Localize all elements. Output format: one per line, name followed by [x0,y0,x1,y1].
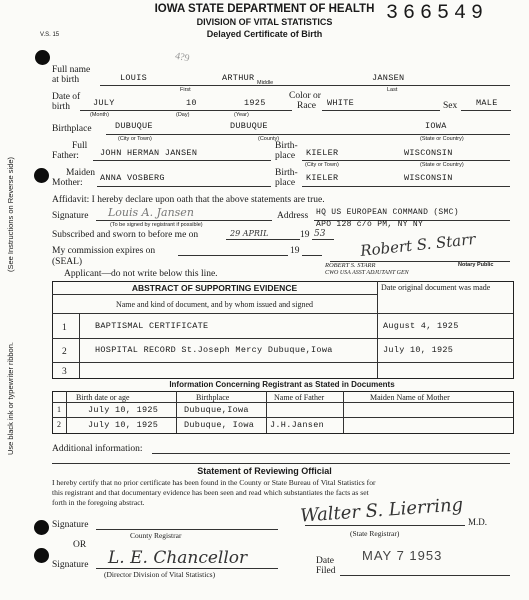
additional-info-label: Additional information: [52,444,143,454]
birthplace-city: DUBUQUE [115,121,153,131]
full-name-label: Full name [52,65,91,75]
father-place-label: place [275,151,296,161]
father-state-sub: (State or Country) [420,162,464,168]
info-header-mother: Maiden Name of Mother [370,393,450,402]
signed-by-registrant-note: (To be signed by registrant if possible) [110,222,203,228]
director-label: (Director Division of Vital Statistics) [104,570,216,579]
director-signature-label: Signature [52,560,89,570]
notary-title: CWO USA ASST ADJUTANT GEN [325,270,409,276]
director-signature: L. E. Chancellor [108,548,248,568]
birth-year: 1925 [244,98,266,108]
address-label: Address [277,211,309,221]
commission-19-label: 19 [290,246,300,256]
info-row-1-num: 1 [57,405,61,414]
father-birthplace-state: WISCONSIN [404,148,453,158]
info-header-date: Birth date or age [76,393,130,402]
middle-sub: Middle [257,80,274,86]
county-sub: (County) [258,136,280,142]
registrant-signature: Louis A. Jansen [108,206,194,219]
form-code: V.S. 15 [40,32,60,38]
mother-name: ANNA VOSBERG [100,173,165,183]
sex-label: Sex [443,101,458,111]
info-row-2-date: July 10, 1925 [88,420,159,430]
sworn-year: 53 [314,229,326,239]
notary-signature: Robert S. Starr [359,230,477,260]
evidence-row-2-doc: HOSPITAL RECORD St.Joseph Mercy Dubuque,Iowa [95,345,333,355]
md-label: M.D. [468,517,488,527]
year-sub: (Year) [234,112,249,118]
info-header-birthplace: Birthplace [196,393,230,402]
filed-date-stamp: MAY 7 1953 [362,548,443,563]
birthplace-state: IOWA [425,121,447,131]
review-text-3: forth in the foregoing abstract. [52,498,145,507]
birth-month: JULY [93,98,115,108]
punch-hole-middle [34,168,49,183]
city-sub: (City or Town) [118,136,152,142]
month-sub: (Month) [90,112,109,118]
state-sub: (State or Country) [420,136,464,142]
info-header-father: Name of Father [274,393,325,402]
evidence-col-doc: Name and kind of document, and by whom issued and signed [115,300,314,309]
review-text-1: I hereby certify that no prior certificate has been found in the County or State Bureau of Vital Statistics for [52,478,376,487]
mother-place-label: place [275,178,296,188]
corner-mark: 4?9 [174,50,191,65]
father-city-sub: (City or Town) [305,162,339,168]
side-note-instructions: (See Instructions on Reverse side) [6,156,15,272]
birth-label: birth [52,102,70,112]
mother-birthplace-state: WISCONSIN [404,173,453,183]
info-row-2-num: 2 [57,420,61,429]
affidavit-text: Affidavit: I hereby declare upon oath that the above statements are true. [52,195,325,205]
evidence-row-1-doc: BAPTISMAL CERTIFICATE [95,321,209,331]
certificate-number: 366549 [386,2,489,25]
division-title: DIVISION OF VITAL STATISTICS [196,17,333,27]
notary-name: ROBERT S. STARR [325,262,376,269]
evidence-row-2-date: July 10, 1925 [383,345,454,355]
birth-day: 10 [186,98,197,108]
evidence-row-2-num: 2 [62,347,67,357]
or-label: OR [73,540,87,550]
color-or-label: Color or [289,91,321,101]
evidence-col-date: Date original document was made [381,283,491,292]
father-name: JOHN HERMAN JANSEN [100,148,198,158]
mother-birth-label: Birth- [275,168,298,178]
father-birthplace-city: KIELER [306,148,339,158]
sex-value: MALE [476,98,498,108]
mother-label: Mother: [52,178,83,188]
state-registrar-signature: Walter S. Lierring [299,494,464,527]
birthplace-county: DUBUQUE [230,121,268,131]
last-sub: Last [387,87,398,93]
birthplace-label: Birthplace [52,124,92,134]
date-of-label: Date of [52,92,81,102]
department-title: IOWA STATE DEPARTMENT OF HEALTH [154,3,375,15]
middle-name: ARTHUR [222,73,255,83]
county-registrar-label: County Registrar [130,531,182,540]
sworn-19-label: 19 [300,230,310,240]
commission-label: My commission expires on [52,246,156,256]
state-registrar-label: (State Registrar) [350,529,400,538]
last-name: JANSEN [372,73,405,83]
punch-hole-top [35,50,50,65]
info-table-title: Information Concerning Registrant as Stated in Documents [169,380,395,389]
first-name: LOUIS [120,73,148,83]
evidence-row-1-date: August 4, 1925 [383,321,459,331]
review-title: Statement of Reviewing Official [197,466,332,476]
info-row-1-place: Dubuque,Iowa [184,405,249,415]
punch-hole-lower [34,548,49,563]
filed-label: Filed [316,566,336,576]
info-row-2-father: J.H.Jansen [270,420,325,430]
address-line-2: APO 128 c/o PM, NY NY [316,220,424,229]
father-birth-label: Birth- [275,141,298,151]
mother-maiden-label: Maiden [66,168,96,178]
side-note-ink: Use black ink or typewriter ribbon. [6,342,15,455]
race-value: WHITE [327,98,355,108]
father-full-label: Full [72,141,88,151]
evidence-row-3-num: 3 [62,367,67,377]
mother-birthplace-city: KIELER [306,173,339,183]
address-line-1: HQ US EUROPEAN COMMAND (SMC) [316,208,459,217]
info-row-2-place: Dubuque, Iowa [184,420,255,430]
applicant-note: Applicant—do not write below this line. [64,269,218,279]
sworn-date: 29 APRIL [230,229,269,238]
race-label: Race [297,101,316,111]
subscribed-label: Subscribed and sworn to before me on [52,230,199,240]
date-filed-label: Date [316,556,334,566]
county-signature-label: Signature [52,520,89,530]
certificate-title: Delayed Certificate of Birth [206,29,323,39]
affidavit-signature-label: Signature [52,211,89,221]
review-text-2: this registrant and that documentary evidence has been seen and read which substantiates the facts as set [52,488,369,497]
evidence-title: ABSTRACT OF SUPPORTING EVIDENCE [131,283,298,293]
evidence-row-1-num: 1 [62,323,67,333]
first-sub: First [180,87,191,93]
punch-hole-bottom [34,520,49,535]
father-label: Father: [52,151,79,161]
seal-label: (SEAL) [52,257,83,267]
at-birth-label: at birth [52,75,80,85]
notary-public-label: Notary Public [458,262,494,268]
day-sub: (Day) [176,112,190,118]
info-row-1-date: July 10, 1925 [88,405,159,415]
